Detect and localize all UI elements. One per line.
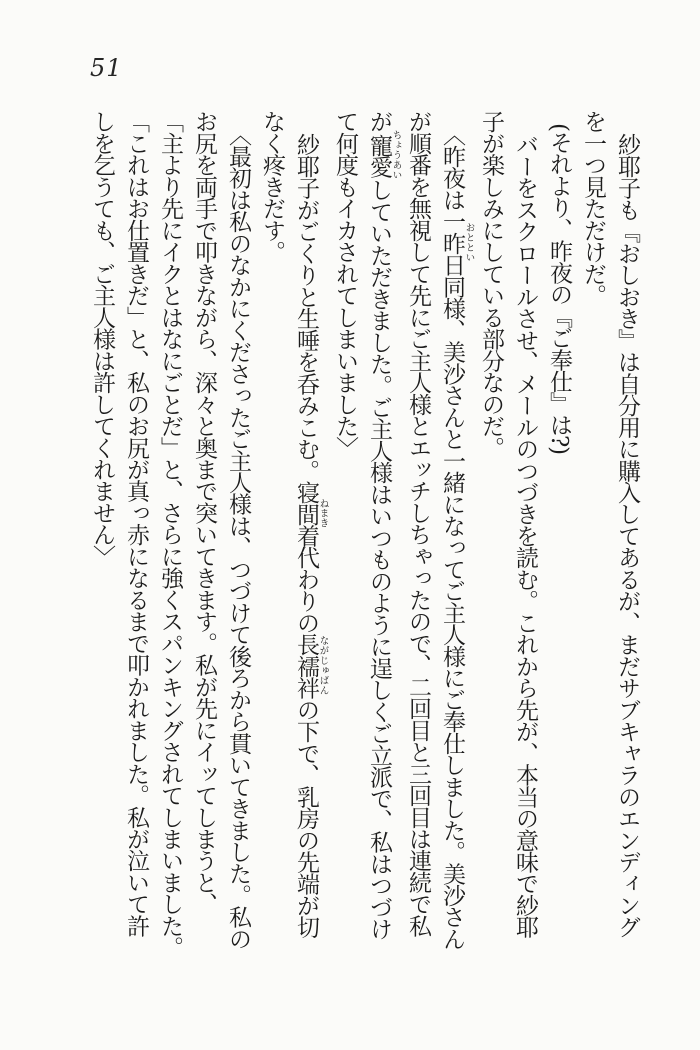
text-line: が順番を無視して先にご主人様とエッチしちゃったので、二回目と三回目は連続で私 <box>405 110 431 936</box>
text-block <box>85 110 644 972</box>
page-number: 51 <box>90 54 123 82</box>
text-line: 子が楽しみにしている部分なのだ。 <box>478 110 504 458</box>
text-line: お尻を両手で叩きながら、深々と奥まで突いてきます。私が先にイッてしまうと、 <box>191 110 217 915</box>
furigana-ruby: 一昨日おととい <box>439 209 475 275</box>
text-line: しを乞うても、ご主人様は許してくれません〉 <box>89 110 115 567</box>
text-line: (それより、昨夜の『ご奉仕』は?) <box>546 122 572 454</box>
text-line: が寵愛ちょうあいしていただきました。ご主人様はいつものように逞しくご立派で、私はつづけ <box>366 110 402 940</box>
text-line: 〈昨夜は一昨日おととい同様、美沙さんと一緒になってご主人様にご奉仕しました。美沙さん <box>439 122 475 949</box>
furigana-ruby: 寵愛ちょうあい <box>366 130 402 181</box>
text-line: 〈最初は私のなかにくださったご主人様は、つづけて後ろから貫いてきました。私の <box>225 122 251 949</box>
text-line: 「これはお仕置きだ」と、私のお尻が真っ赤になるまで叩かれました。私が泣いて許 <box>123 110 149 936</box>
text-line: 紗耶子も『おしおき』は自分用に購入してあるが、まだサブキャラのエンディング <box>614 133 640 938</box>
text-line: 「主より先にイクとはなにごとだ」と、さらに強くスパンキングされてしまいました。 <box>157 110 183 958</box>
text-line: て何度もイカされてしまいました〉 <box>332 110 358 458</box>
text-line: なく疼きだす。 <box>259 110 285 263</box>
text-line: を一つ見ただけだ。 <box>580 110 606 306</box>
text-line: 紗耶子がごくりと生唾を呑みこむ。寝間着ねまき代わりの長襦袢ながじゅばんの下で、乳房の先端が切 <box>293 133 329 938</box>
furigana-ruby: 寝間着ねまき <box>293 480 329 546</box>
text-line: バーをスクロールさせ、メールのつづきを読む。これから先が、本当の意味で紗耶 <box>512 133 538 938</box>
furigana-ruby: 長襦袢ながじゅばん <box>293 632 329 699</box>
